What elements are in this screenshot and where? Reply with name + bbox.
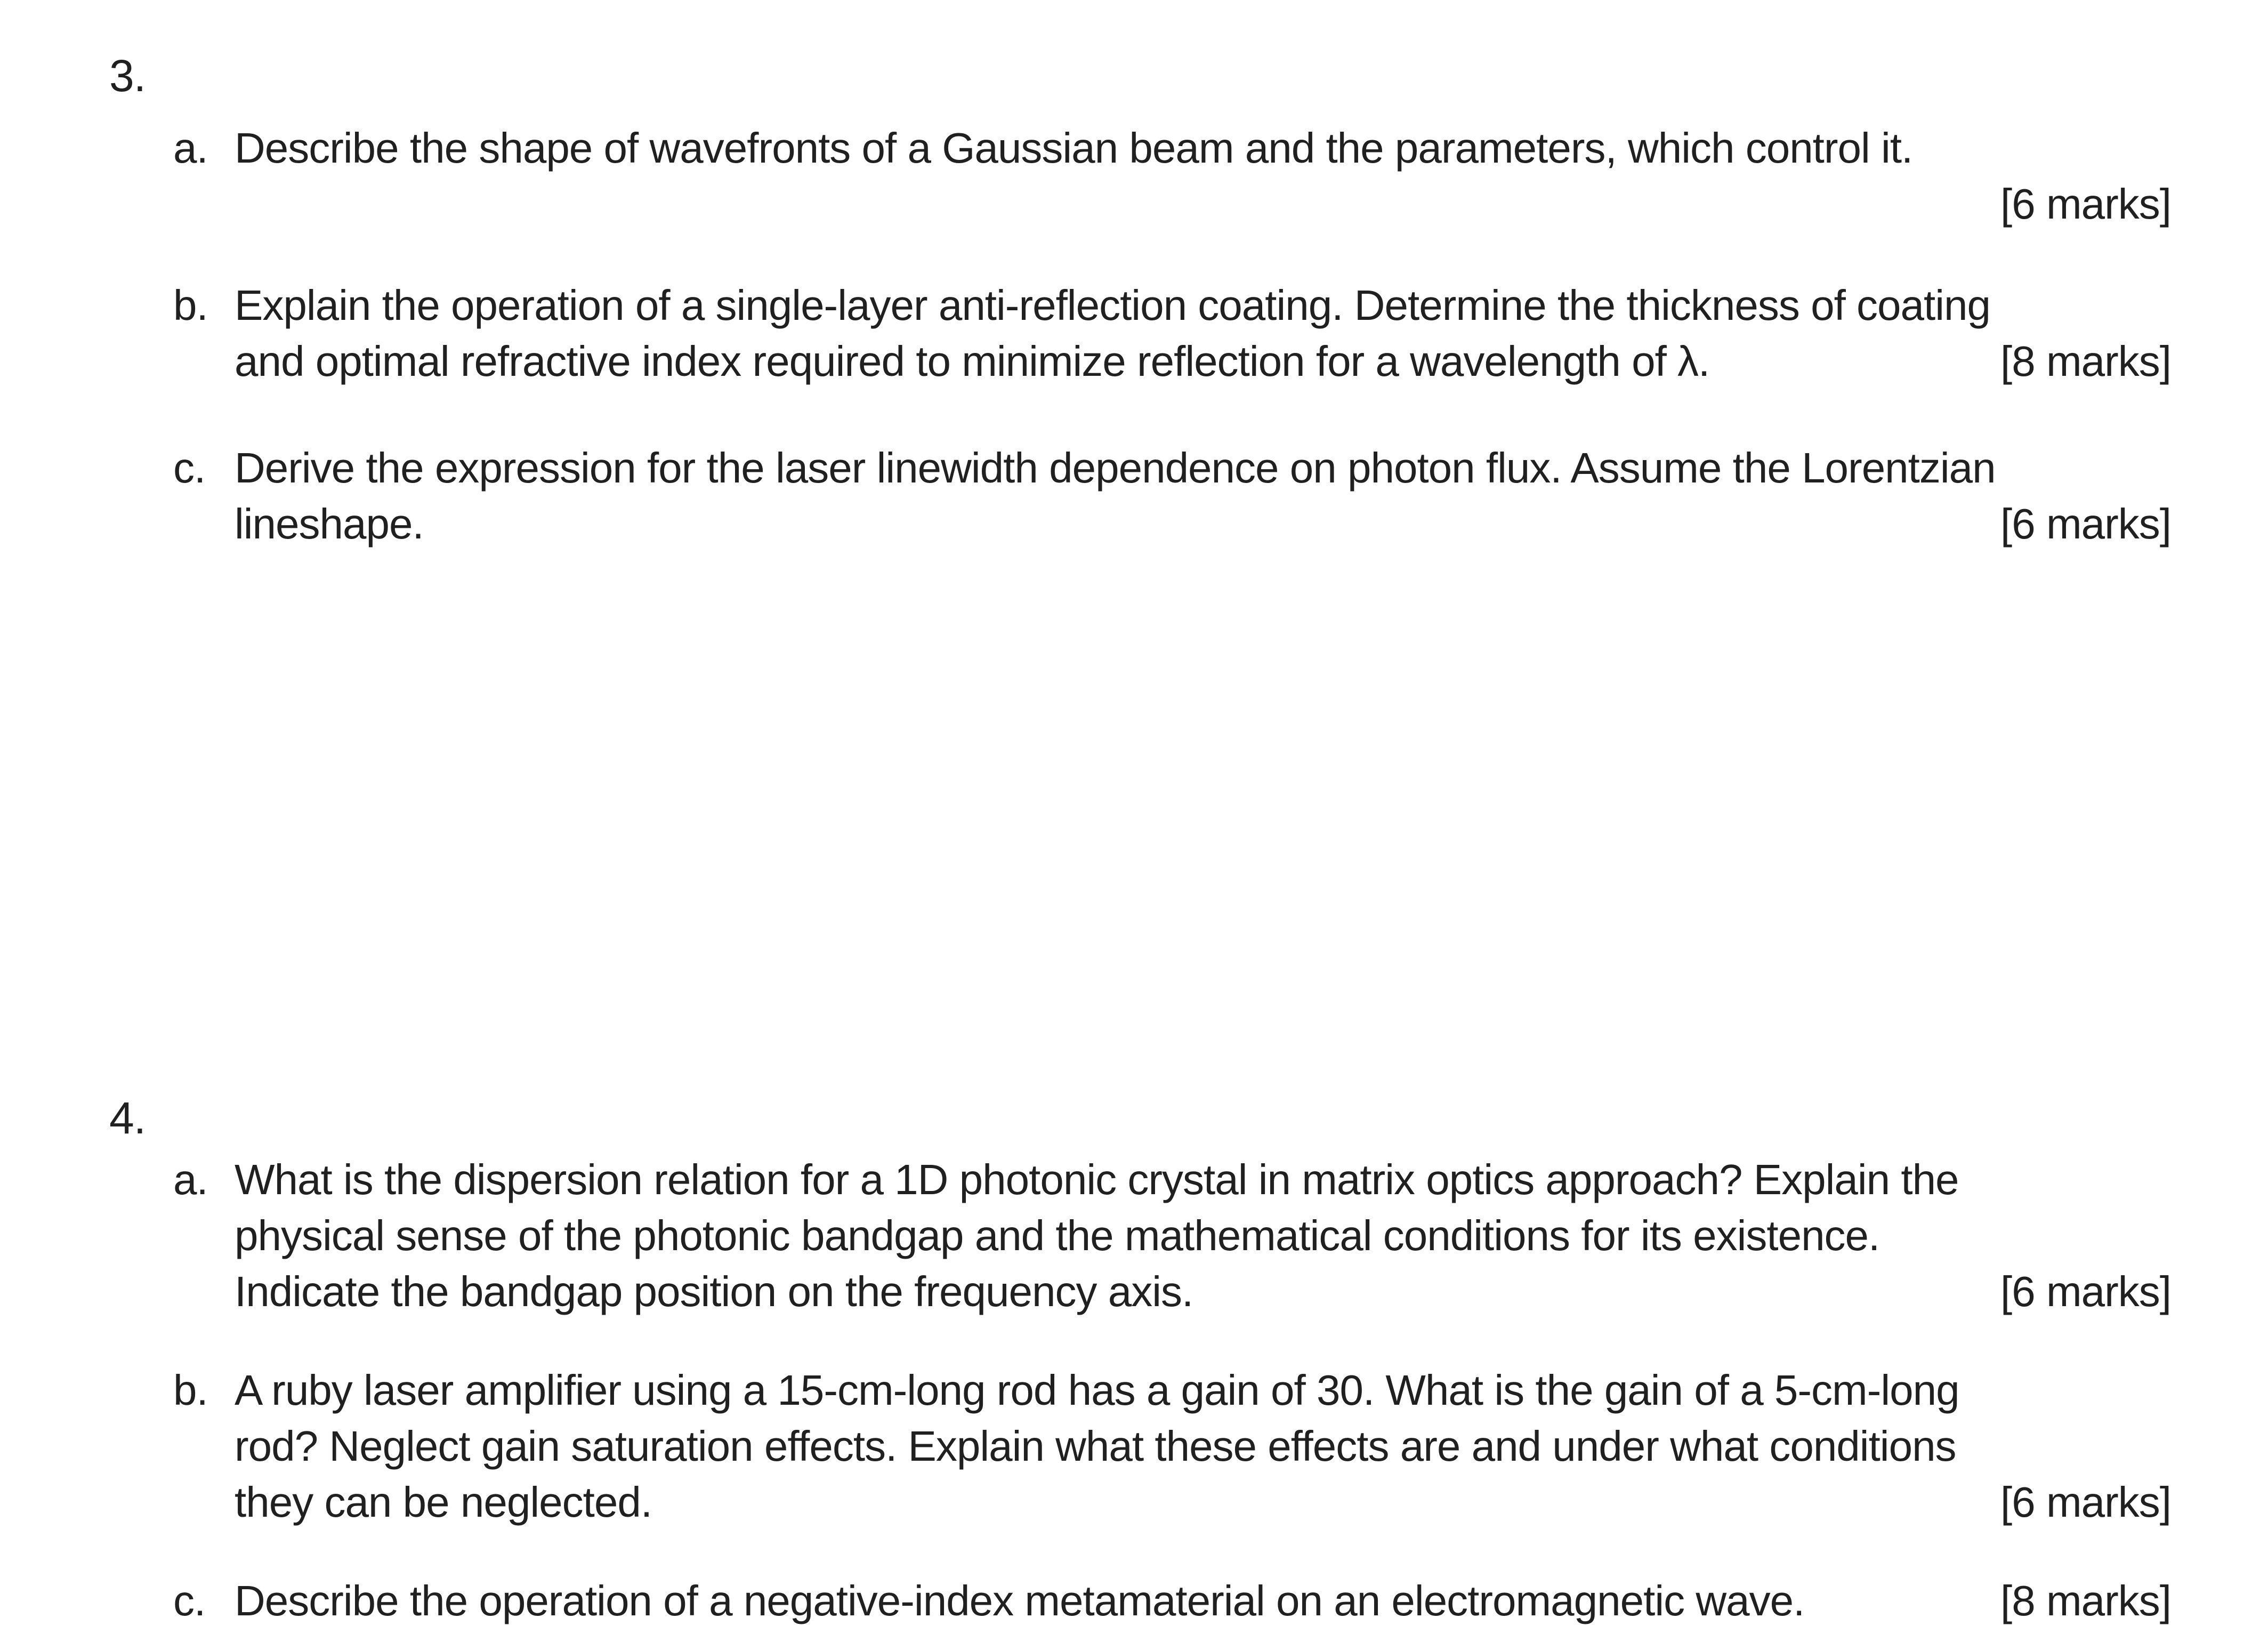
- question-text: Describe the shape of wavefronts of a Gaussian beam and the parameters, which control it.: [235, 124, 1913, 172]
- question-3: [109, 48, 2171, 552]
- question-text: Explain the operation of a single-layer anti-reflection coating. Determine the thickness of coating: [235, 281, 1991, 329]
- part-label: b.: [173, 281, 208, 329]
- question-number: 4.: [109, 1093, 146, 1143]
- question-text: Derive the expression for the laser linewidth dependence on photon flux. Assume the Lorentzian: [235, 444, 1996, 492]
- question-text: and optimal refractive index required to minimize reflection for a wavelength of λ.: [235, 337, 1710, 385]
- question-text-line: [235, 440, 2171, 496]
- question-text: physical sense of the photonic bandgap and the mathematical conditions for its existence.: [235, 1212, 1880, 1259]
- question-text-line: [235, 277, 2171, 333]
- part-text: [235, 1573, 2171, 1629]
- question-text-line: [235, 1263, 2171, 1319]
- question-text-line: [235, 120, 2171, 176]
- question-3a: [173, 120, 2171, 232]
- part-label: b.: [173, 1366, 208, 1414]
- question-text-line: [235, 1362, 2171, 1418]
- question-text: What is the dispersion relation for a 1D photonic crystal in matrix optics approach? Explain the: [235, 1156, 1959, 1203]
- question-text-line: [235, 1418, 2171, 1474]
- part-label: c.: [173, 1577, 206, 1624]
- question-text-line: [235, 333, 2171, 389]
- part-text: [235, 277, 2171, 389]
- part-text: [235, 440, 2171, 552]
- question-4c: [173, 1573, 2171, 1629]
- question-text-line: [235, 1573, 2171, 1629]
- question-3c: [173, 440, 2171, 552]
- question-text: rod? Neglect gain saturation effects. Explain what these effects are and under what conditions: [235, 1422, 1956, 1470]
- question-text-line: [235, 1152, 2171, 1208]
- marks-label: [6 marks]: [2000, 1478, 2171, 1526]
- marks-label: [8 marks]: [2000, 337, 2171, 385]
- part-text: [235, 1152, 2171, 1319]
- marks-label: [6 marks]: [2000, 1268, 2171, 1315]
- question-text-line: [235, 1474, 2171, 1530]
- question-3b: [173, 277, 2171, 389]
- question-number: 3.: [109, 51, 146, 101]
- question-text: A ruby laser amplifier using a 15-cm-long rod has a gain of 30. What is the gain of a 5-cm-long: [235, 1366, 1959, 1414]
- question-4b: [173, 1362, 2171, 1530]
- question-text: Describe the operation of a negative-index metamaterial on an electromagnetic wave.: [235, 1577, 1805, 1624]
- part-text: [235, 120, 2171, 232]
- part-label: a.: [173, 1156, 208, 1203]
- question-text-line: [235, 1208, 2171, 1263]
- question-text: lineshape.: [235, 500, 424, 548]
- marks-label: [8 marks]: [2000, 1577, 2171, 1624]
- question-4a: [173, 1152, 2171, 1319]
- part-text: [235, 1362, 2171, 1530]
- marks-label: [6 marks]: [2000, 180, 2171, 228]
- part-label: c.: [173, 444, 206, 492]
- question-text-line: [235, 176, 2171, 232]
- question-4: [109, 1090, 2171, 1629]
- marks-label: [6 marks]: [2000, 500, 2171, 548]
- question-text: they can be neglected.: [235, 1478, 652, 1526]
- question-text-line: [235, 496, 2171, 552]
- question-text: Indicate the bandgap position on the frequency axis.: [235, 1268, 1193, 1315]
- question-3-parts: [173, 120, 2171, 552]
- question-4-parts: [173, 1152, 2171, 1629]
- part-label: a.: [173, 124, 208, 172]
